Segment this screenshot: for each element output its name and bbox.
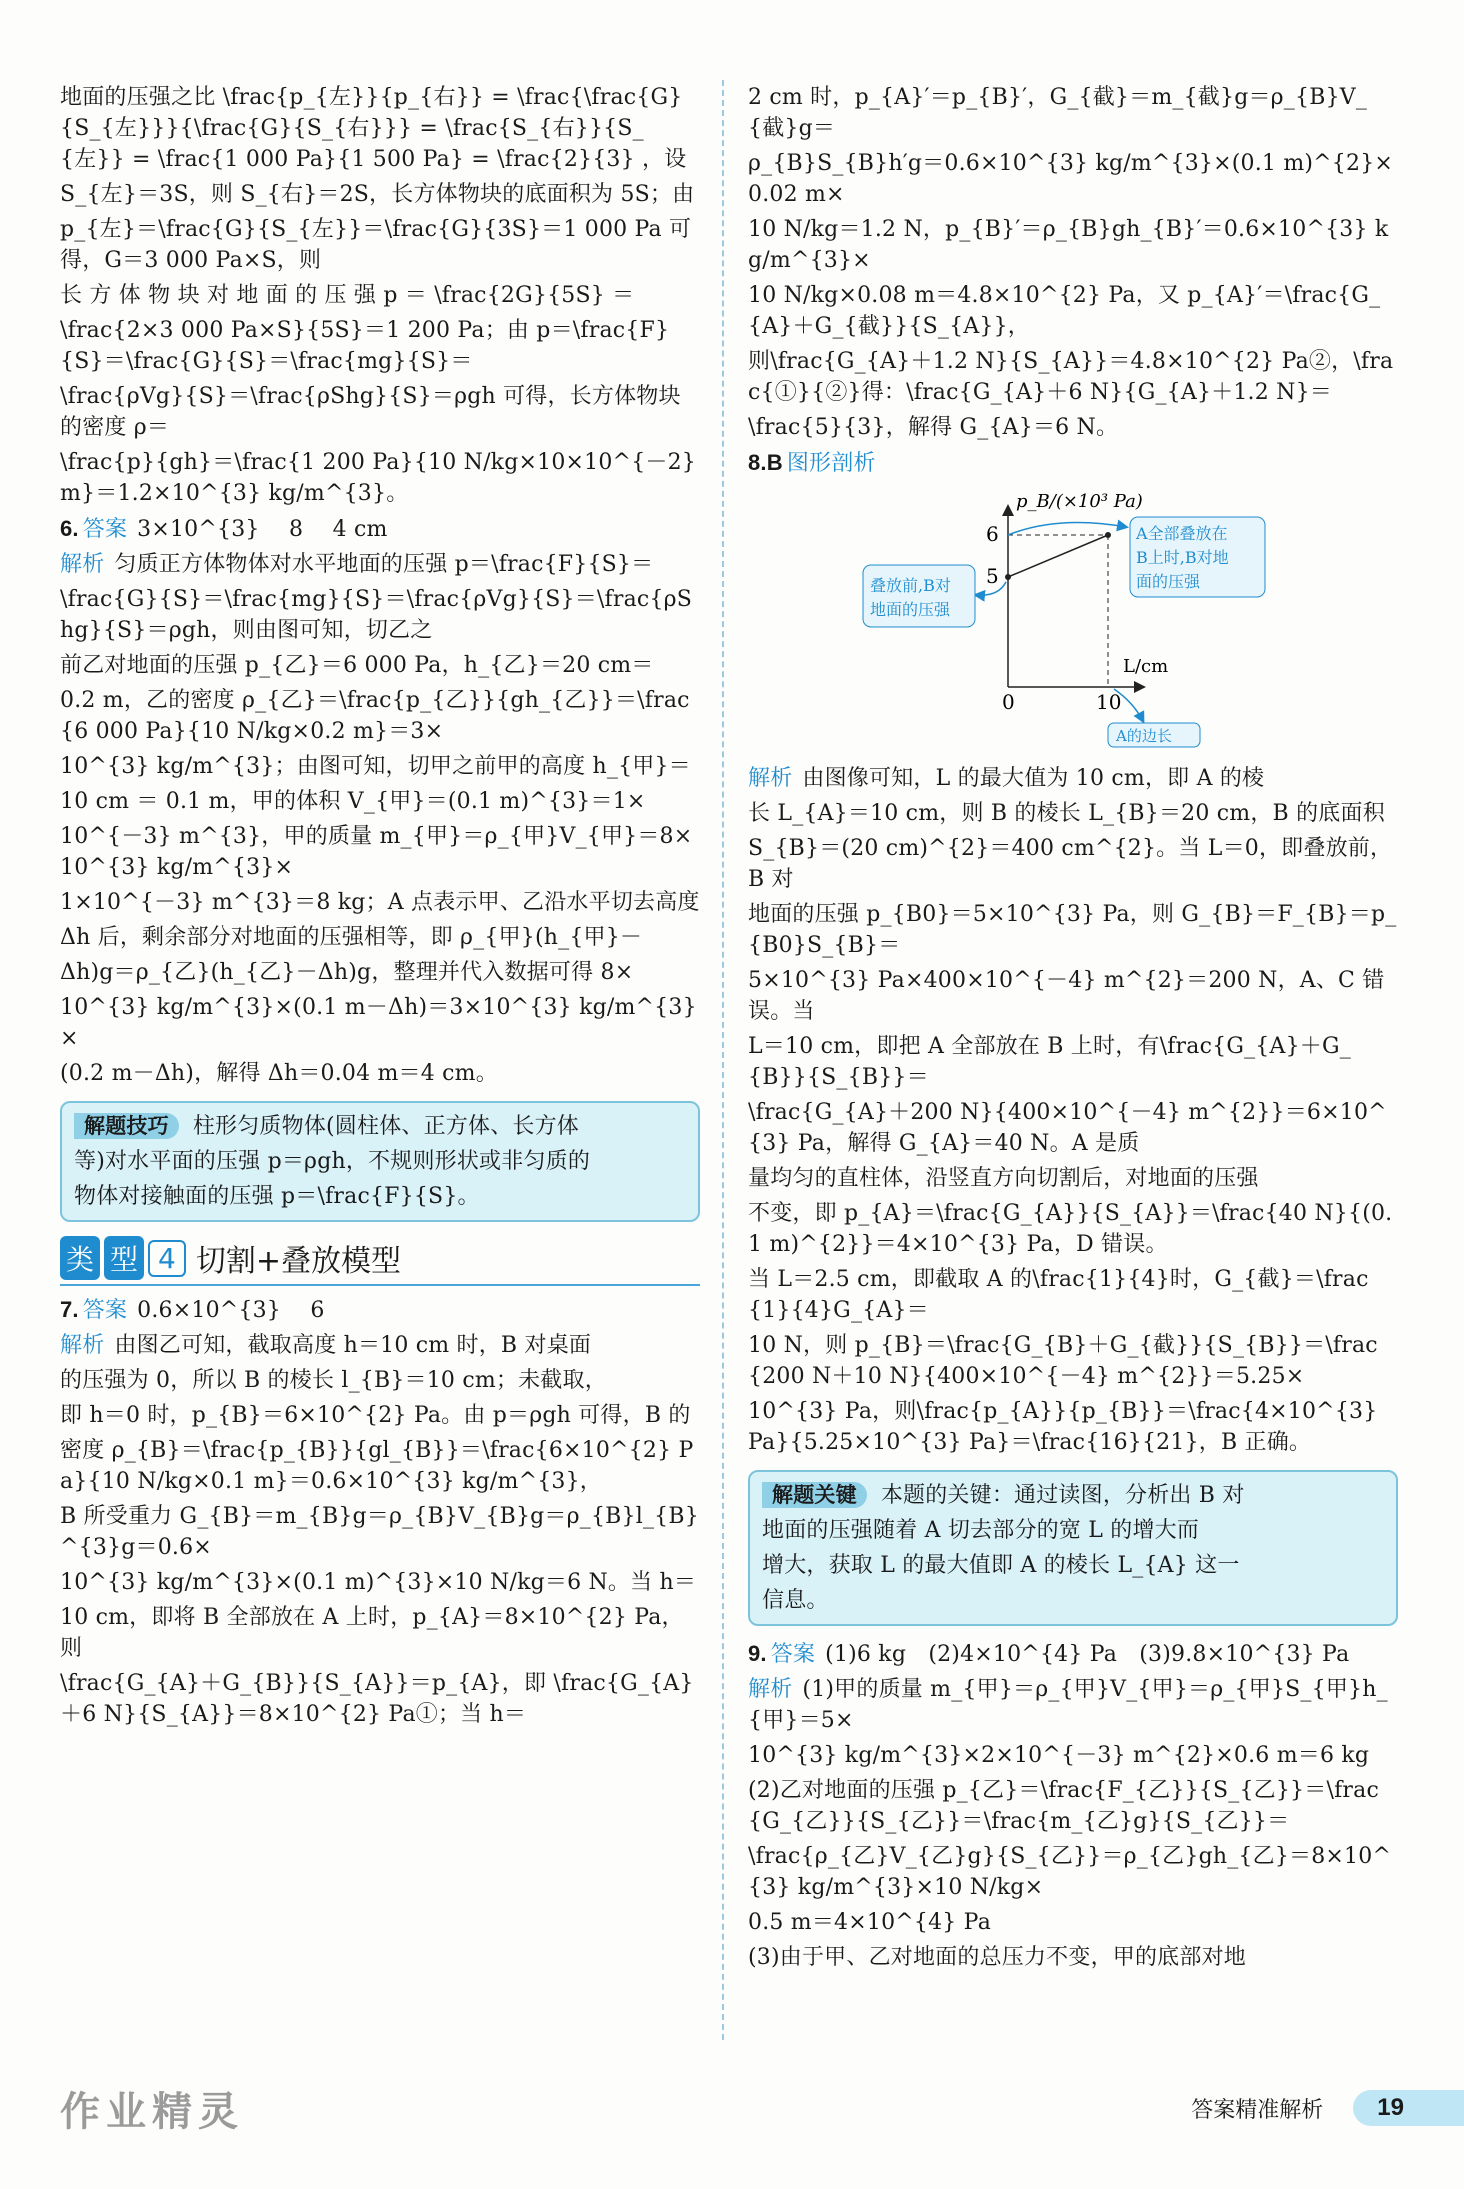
text-line xyxy=(60,547,700,582)
line-text: 10 N/kg＝1.2 N，p_{B}′＝ρ_{B}gh_{B}′＝0.6×10^{3} kg/m^{3}× xyxy=(748,217,1389,273)
text-line xyxy=(60,1292,700,1328)
box-line xyxy=(762,1513,1384,1548)
text-line xyxy=(748,1029,1398,1095)
box-line xyxy=(74,1179,686,1214)
footer-title: 答案精准解析 xyxy=(1191,2097,1324,2123)
watermark: 作业精灵 xyxy=(60,2089,244,2135)
text-line xyxy=(60,990,700,1056)
line-text: B 所受重力 G_{B}＝m_{B}g＝ρ_{B}V_{B}g＝ρ_{B}l_{B}^{3}g＝0.6× xyxy=(60,1504,699,1560)
line-text: ρ_{B}S_{B}h′g＝0.6×10^{3} kg/m^{3}×(0.1 m)^{2}×0.02 m× xyxy=(748,151,1394,207)
line-text: 5×10^{3} Pa×400×10^{－4} m^{2}＝200 N，A、C 错误。当 xyxy=(748,968,1385,1024)
line-text: (3)由于甲、乙对地面的总压力不变，甲的底部对地 xyxy=(748,1945,1246,1970)
text-line xyxy=(60,1056,700,1091)
text-line xyxy=(748,1773,1398,1839)
right-lines-3 xyxy=(748,1636,1398,1975)
text-line xyxy=(748,1394,1398,1460)
line-text: (0.2 m－Δh)，解得 Δh＝0.04 m＝4 cm。 xyxy=(60,1061,498,1086)
callout-before-2: 地面的压强 xyxy=(870,600,951,619)
line-text: \frac{5}{3}，解得 G_{A}＝6 N。 xyxy=(748,415,1119,440)
line-text: 0.6×10^{3} 6 xyxy=(137,1298,325,1323)
y-tick-5: 5 xyxy=(986,564,999,588)
text-line xyxy=(60,1499,700,1565)
key-box xyxy=(748,1470,1398,1626)
callout-edge: A的边长 xyxy=(1116,727,1172,745)
page-footer xyxy=(1191,2090,1464,2126)
point-end xyxy=(1105,532,1111,538)
label-tag: 答案 xyxy=(82,1298,128,1323)
label-tag: 解析 xyxy=(748,1677,793,1702)
text-line xyxy=(748,796,1398,831)
line-text: 物体对接触面的压强 p＝\frac{F}{S}。 xyxy=(74,1184,480,1209)
line-text: \frac{p}{gh}＝\frac{1 200 Pa}{10 N/kg×10×10^{－2} m}＝1.2×10^{3} kg/m^{3}。 xyxy=(60,450,696,506)
text-line xyxy=(60,379,700,445)
line-text: 柱形匀质物体(圆柱体、正方体、长方体 xyxy=(192,1114,579,1139)
left-lines-1 xyxy=(60,80,700,1091)
text-line xyxy=(748,761,1398,796)
pressure-diagram xyxy=(858,487,1398,755)
box-title: 解题关键 xyxy=(762,1482,867,1508)
text-line xyxy=(60,1600,700,1666)
line-text: 0.5 m＝4×10^{4} Pa xyxy=(748,1910,992,1935)
right-lines-1 xyxy=(748,80,1398,481)
text-line xyxy=(748,212,1398,278)
line-text: \frac{G_{A}＋200 N}{400×10^{－4} m^{2}}＝6×10^{3} Pa，解得 G_{A}＝40 N。A 是质 xyxy=(748,1100,1387,1156)
line-text: (1)6 kg (2)4×10^{4} Pa (3)9.8×10^{3} Pa xyxy=(825,1642,1350,1667)
line-text: 前乙对地面的压强 p_{乙}＝6 000 Pa，h_{乙}＝20 cm＝ xyxy=(60,653,654,678)
label-tag: 答案 xyxy=(82,517,128,542)
page-number: 19 xyxy=(1353,2090,1464,2126)
line-text: 则\frac{G_{A}＋1.2 N}{S_{A}}＝4.8×10^{2} Pa②，\frac{①}{②}得：\frac{G_{A}＋6 N}{G_{A}＋1.2 N}＝ xyxy=(748,349,1394,405)
line-text: 由图乙可知，截取高度 h＝10 cm 时，B 对桌面 xyxy=(114,1333,592,1358)
label-tag: 解析 xyxy=(60,552,105,577)
text-line xyxy=(748,897,1398,963)
box-line xyxy=(762,1583,1384,1618)
line-text: 地面的压强之比 \frac{p_{左}}{p_{右}} = \frac{\frac{G}{S_{左}}}{\frac{G}{S_{右}}} = \frac{S_{右}}{S_{左}} = \frac{1 000 Pa}{1 500 Pa} = \frac{2}{3} ，设 xyxy=(60,85,687,172)
line-text: 10^{3} kg/m^{3}；由图可知，切甲之前甲的高度 h_{甲}＝ xyxy=(60,754,691,779)
text-line xyxy=(60,683,700,749)
line-text: Δh 后，剩余部分对地面的压强相等，即 ρ_{甲}(h_{甲}－ xyxy=(60,925,643,950)
text-line xyxy=(60,819,700,885)
text-line xyxy=(748,344,1398,410)
line-text: 由图像可知，L 的最大值为 10 cm，即 A 的棱 xyxy=(802,766,1265,791)
x-tick-0: 0 xyxy=(1002,690,1015,714)
line-text: 长 方 体 物 块 对 地 面 的 压 强 p ＝ \frac{2G}{5S} ＝ xyxy=(60,283,635,308)
box-line xyxy=(74,1144,686,1179)
heading-badge-2: 型 xyxy=(104,1236,144,1280)
question-number: 9. xyxy=(748,1641,767,1666)
line-text: 密度 ρ_{B}＝\frac{p_{B}}{gl_{B}}＝\frac{6×10^{2} Pa}{10 N/kg×0.1 m}＝0.6×10^{3} kg/m^{3}， xyxy=(60,1438,694,1494)
line-text: 即 h＝0 时，p_{B}＝6×10^{2} Pa。由 p＝ρgh 可得，B 的 xyxy=(60,1403,691,1428)
data-line xyxy=(1008,535,1108,577)
text-line xyxy=(748,445,1398,481)
x-tick-10: 10 xyxy=(1096,690,1122,714)
callout-before-1: 叠放前,B对 xyxy=(870,576,951,595)
line-text: 本题的关键：通过读图，分析出 B 对 xyxy=(880,1483,1245,1508)
line-text: \frac{ρ_{乙}V_{乙}g}{S_{乙}}＝ρ_{乙}gh_{乙}＝8×10^{3} kg/m^{3}×10 N/kg× xyxy=(748,1844,1392,1900)
text-line xyxy=(748,1672,1398,1738)
line-text: 量均匀的直柱体，沿竖直方向切割后，对地面的压强 xyxy=(748,1166,1259,1191)
text-line xyxy=(748,963,1398,1029)
text-line xyxy=(748,1095,1398,1161)
text-line xyxy=(60,648,700,683)
left-lines-2 xyxy=(60,1292,700,1732)
text-line xyxy=(60,1565,700,1600)
line-text: 长 L_{A}＝10 cm，则 B 的棱长 L_{B}＝20 cm，B 的底面积 xyxy=(748,801,1385,826)
text-line xyxy=(748,1262,1398,1328)
line-text: 2 cm 时，p_{A}′＝p_{B}′，G_{截}＝m_{截}g＝ρ_{B}V_{截}g＝ xyxy=(748,85,1368,141)
text-line xyxy=(748,1940,1398,1975)
callout-after-3: 面的压强 xyxy=(1136,572,1201,591)
line-text: 10 N，则 p_{B}＝\frac{G_{B}＋G_{截}}{S_{B}}＝\frac{200 N＋10 N}{400×10^{－4} m^{2}}＝5.25× xyxy=(748,1333,1378,1389)
box-line xyxy=(762,1478,1384,1513)
line-text: L＝10 cm，即把 A 全部放在 B 上时，有\frac{G_{A}＋G_{B}}{S_{B}}＝ xyxy=(748,1034,1351,1090)
text-line xyxy=(60,212,700,278)
text-line xyxy=(60,278,700,313)
label-tag: 解析 xyxy=(60,1333,105,1358)
line-text: p_{左}＝\frac{G}{S_{左}}＝\frac{G}{3S}＝1 000 Pa 可得，G＝3 000 Pa×S，则 xyxy=(60,217,692,273)
callout-after-2: B上时,B对地 xyxy=(1136,548,1229,567)
text-line xyxy=(748,410,1398,445)
line-text: 地面的压强随着 A 切去部分的宽 L 的增大而 xyxy=(762,1518,1200,1543)
label-tag: 解析 xyxy=(748,766,793,791)
heading-title: 切割+叠放模型 xyxy=(195,1244,401,1279)
label-tag: 图形剖析 xyxy=(786,451,876,476)
text-line xyxy=(748,1328,1398,1394)
box-title: 解题技巧 xyxy=(74,1113,179,1139)
line-text: 的压强为 0，所以 B 的棱长 l_{B}＝10 cm；未截取， xyxy=(60,1368,607,1393)
text-line xyxy=(60,177,700,212)
tip-box xyxy=(60,1101,700,1222)
line-text: 10 cm，即将 B 全部放在 A 上时，p_{A}＝8×10^{2} Pa，则 xyxy=(60,1605,684,1661)
question-number: 8.B xyxy=(748,450,783,475)
line-text: 增大，获取 L 的最大值即 A 的棱长 L_{A} 这一 xyxy=(762,1553,1240,1578)
text-line xyxy=(748,1161,1398,1196)
line-text: 10^{3} kg/m^{3}×2×10^{－3} m^{2}×0.6 m＝6 kg xyxy=(748,1743,1370,1768)
box-line xyxy=(74,1109,686,1144)
line-text: 10^{3} kg/m^{3}×(0.1 m－Δh)＝3×10^{3} kg/m^{3}× xyxy=(60,995,697,1051)
line-text: Δh)g＝ρ_{乙}(h_{乙}－Δh)g，整理并代入数据可得 8× xyxy=(60,960,634,985)
question-number: 6. xyxy=(60,516,79,541)
key-box-lines xyxy=(762,1478,1384,1618)
line-text: 3×10^{3} 8 4 cm xyxy=(137,517,388,542)
text-line xyxy=(60,445,700,511)
text-line xyxy=(748,1839,1398,1905)
point-start xyxy=(1005,574,1011,580)
text-line xyxy=(60,80,700,177)
line-text: 匀质正方体物体对水平地面的压强 p＝\frac{F}{S}＝ xyxy=(114,552,654,577)
text-line xyxy=(60,1398,700,1433)
line-text: (1)甲的质量 m_{甲}＝ρ_{甲}V_{甲}＝ρ_{甲}S_{甲}h_{甲}＝5× xyxy=(748,1677,1388,1733)
line-text: 信息。 xyxy=(762,1588,829,1613)
line-text: 10 cm ＝ 0.1 m，甲的体积 V_{甲}＝(0.1 m)^{3}＝1× xyxy=(60,789,646,814)
heading-number: 4 xyxy=(148,1240,186,1277)
line-text: 当 L＝2.5 cm，即截取 A 的\frac{1}{4}时，G_{截}＝\frac{1}{4}G_{A}＝ xyxy=(748,1267,1369,1323)
text-line xyxy=(60,784,700,819)
label-tag: 答案 xyxy=(770,1642,816,1667)
right-lines-2 xyxy=(748,761,1398,1460)
callout-after-1: A全部叠放在 xyxy=(1136,524,1228,543)
y-tick-6: 6 xyxy=(986,522,999,546)
line-text: 不变，即 p_{A}＝\frac{G_{A}}{S_{A}}＝\frac{40 N}{(0.1 m)^{2}}＝4×10^{3} Pa，D 错误。 xyxy=(748,1201,1393,1257)
text-line xyxy=(60,920,700,955)
x-axis-label: L/cm xyxy=(1123,656,1169,677)
text-line xyxy=(748,80,1398,146)
line-text: S_{左}＝3S，则 S_{右}＝2S，长方体物块的底面积为 5S；由 xyxy=(60,182,695,207)
text-line xyxy=(60,1666,700,1732)
text-line xyxy=(748,146,1398,212)
question-number: 7. xyxy=(60,1297,79,1322)
text-line xyxy=(748,278,1398,344)
column-divider xyxy=(722,80,724,2040)
line-text: 10^{－3} m^{3}，甲的质量 m_{甲}＝ρ_{甲}V_{甲}＝8×10^{3} kg/m^{3}× xyxy=(60,824,693,880)
text-line xyxy=(60,582,700,648)
tip-box-lines xyxy=(74,1109,686,1214)
text-line xyxy=(748,1636,1398,1672)
line-text: 10 N/kg×0.08 m＝4.8×10^{2} Pa，又 p_{A}′＝\frac{G_{A}＋G_{截}}{S_{A}}， xyxy=(748,283,1381,339)
text-line xyxy=(748,1738,1398,1773)
line-text: \frac{ρVg}{S}＝\frac{ρShg}{S}＝ρgh 可得，长方体物块的密度 ρ＝ xyxy=(60,384,681,440)
line-text: 1×10^{－3} m^{3}＝8 kg；A 点表示甲、乙沿水平切去高度 xyxy=(60,890,700,915)
text-line xyxy=(60,313,700,379)
section-heading xyxy=(60,1236,700,1286)
box-line xyxy=(762,1548,1384,1583)
text-line xyxy=(60,1433,700,1499)
text-line xyxy=(748,1905,1398,1940)
text-line xyxy=(60,1363,700,1398)
text-line xyxy=(60,511,700,547)
line-text: 地面的压强 p_{B0}＝5×10^{3} Pa，则 G_{B}＝F_{B}＝p_{B0}S_{B}＝ xyxy=(748,902,1397,958)
line-text: 0.2 m，乙的密度 ρ_{乙}＝\frac{p_{乙}}{gh_{乙}}＝\frac{6 000 Pa}{10 N/kg×0.2 m}＝3× xyxy=(60,688,690,744)
text-line xyxy=(748,1196,1398,1262)
text-line xyxy=(60,955,700,990)
text-line xyxy=(60,885,700,920)
line-text: 10^{3} kg/m^{3}×(0.1 m)^{3}×10 N/kg＝6 N。当 h＝ xyxy=(60,1570,697,1595)
line-text: 等)对水平面的压强 p＝ρgh，不规则形状或非匀质的 xyxy=(74,1149,591,1174)
text-line xyxy=(60,1328,700,1363)
line-text: \frac{2×3 000 Pa×S}{5S}＝1 200 Pa；由 p＝\frac{F}{S}＝\frac{G}{S}＝\frac{mg}{S}＝ xyxy=(60,318,670,374)
line-text: S_{B}＝(20 cm)^{2}＝400 cm^{2}。当 L＝0，即叠放前，B 对 xyxy=(748,836,1393,892)
left-column xyxy=(60,80,700,1732)
text-line xyxy=(60,749,700,784)
text-line xyxy=(748,831,1398,897)
y-axis-label: p_B/(×10³ Pa) xyxy=(1016,491,1143,512)
line-text: (2)乙对地面的压强 p_{乙}＝\frac{F_{乙}}{S_{乙}}＝\frac{G_{乙}}{S_{乙}}＝\frac{m_{乙}g}{S_{乙}}＝ xyxy=(748,1778,1379,1834)
right-column xyxy=(748,80,1398,1975)
line-text: \frac{G_{A}＋G_{B}}{S_{A}}＝p_{A}，即 \frac{G_{A}＋6 N}{S_{A}}＝8×10^{2} Pa①；当 h＝ xyxy=(60,1671,694,1727)
line-text: \frac{G}{S}＝\frac{mg}{S}＝\frac{ρVg}{S}＝\frac{ρShg}{S}＝ρgh，则由图可知，切乙之 xyxy=(60,587,693,643)
heading-badge-1: 类 xyxy=(60,1236,100,1280)
line-text: 10^{3} Pa，则\frac{p_{A}}{p_{B}}＝\frac{4×10^{3} Pa}{5.25×10^{3} Pa}＝\frac{16}{21}，B 正确。 xyxy=(748,1399,1378,1455)
